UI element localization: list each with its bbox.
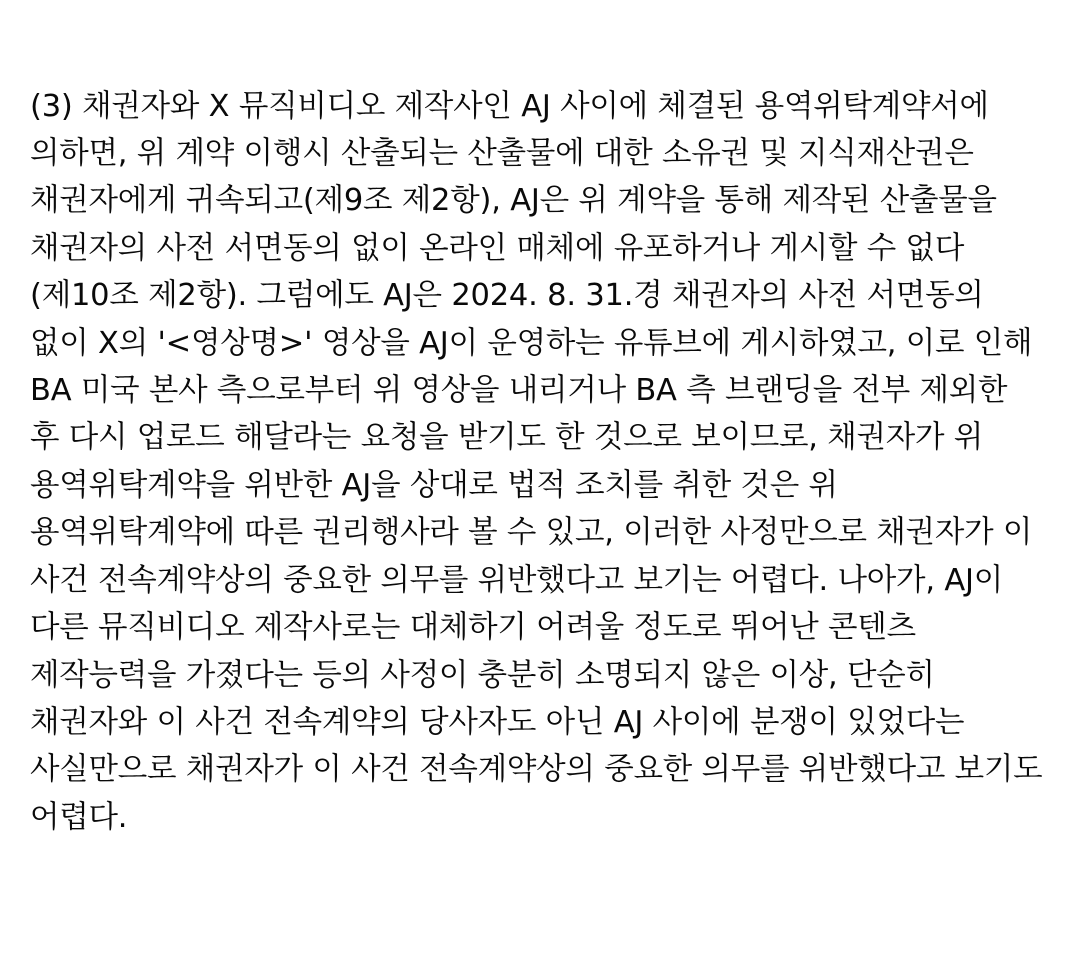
- document-paragraph: (3) 채권자와 X 뮤직비디오 제작사인 AJ 사이에 체결된 용역위탁계약서에 의하면, 위 계약 이행시 산출되는 산출물에 대한 소유권 및 지식재산권은 채권자에게 귀속되고(제9조 제2항), AJ은 위 계약을 통해 제작된 산출물을 채권자의 사전 서면동의 없이 온라인 매체에 유포하거나 게시할 수 없다(제10조 제2항). 그럼에도 AJ은 2024. 8. 31.경 채권자의 사전 서면동의 없이 X의 '<영상명>' 영상을 AJ이 운영하는 유튜브에 게시하였고, 이로 인해 BA 미국 본사 측으로부터 위 영상을 내리거나 BA 측 브랜딩을 전부 제외한 후 다시 업로드 해달라는 요청을 받기도 한 것으로 보이므로, 채권자가 위 용역위탁계약을 위반한 AJ을 상대로 법적 조치를 취한 것은 위 용역위탁계약에 따른 권리행사라 볼 수 있고, 이러한 사정만으로 채권자가 이 사건 전속계약상의 중요한 의무를 위반했다고 보기는 어렵다. 나아가, AJ이 다른 뮤직비디오 제작사로는 대체하기 어려울 정도로 뛰어난 콘텐츠 제작능력을 가졌다는 등의 사정이 충분히 소명되지 않은 이상, 단순히 채권자와 이 사건 전속계약의 당사자도 아닌 AJ 사이에 분쟁이 있었다는 사실만으로 채권자가 이 사건 전속계약상의 중요한 의무를 위반했다고 보기도 어렵다.: [30, 88, 1052, 835]
